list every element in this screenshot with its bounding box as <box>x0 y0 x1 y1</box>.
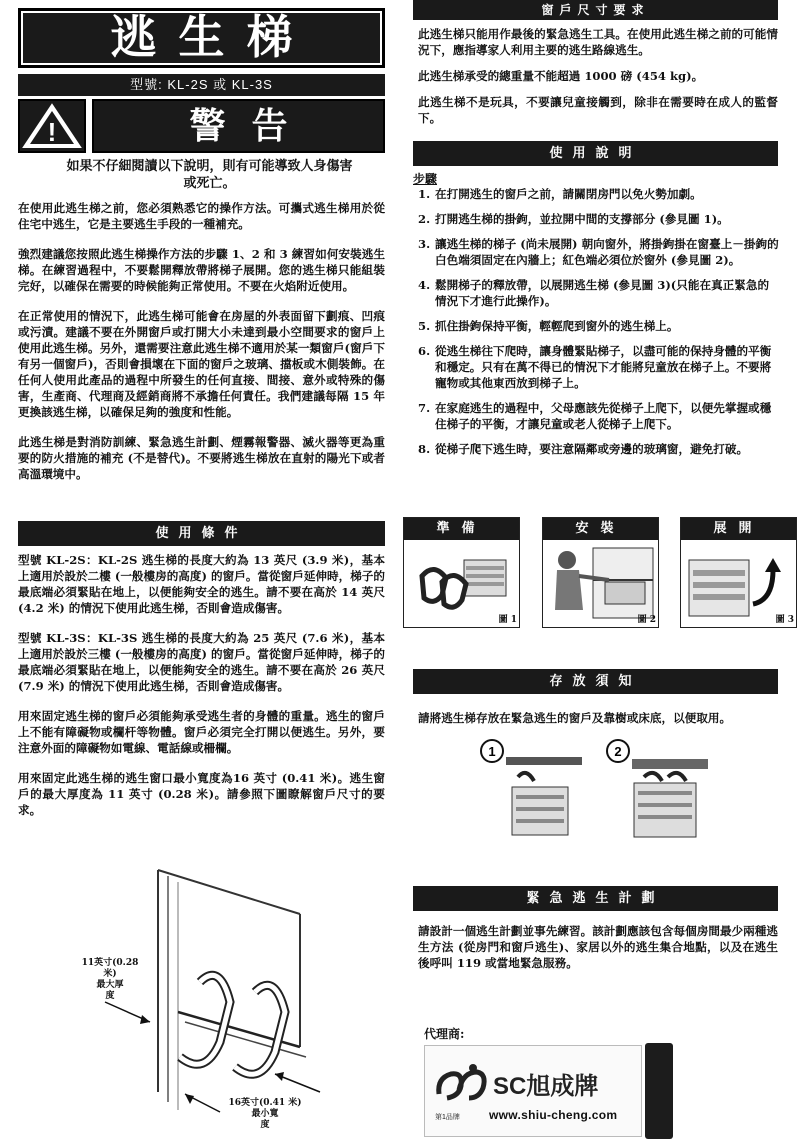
figure-panel-prepare <box>403 517 520 628</box>
window-size-paragraph-2: 此逃生梯承受的總重量不能超過 1000 磅 (454 kg)。 <box>418 69 704 83</box>
emergency-plan-text: 請設計一個逃生計劃並事先練習。該計劃應該包含每個房間最少兩種逃生方法 (從房門和窗戶逃生)、家居以外的逃生集合地點，以及在逃生後呼叫 119 或當地緊急服務。 <box>418 924 778 970</box>
instructions-heading: 使用說明 <box>549 146 642 161</box>
usage-dimension-paragraph: 用來固定此逃生梯的逃生窗口最小寬度為16 英寸 (0.41 米)。逃生窗戶的最大厚度為 11 英寸 (0.28 米)。請參照下圖瞭解窗戶尺寸的要求。 <box>18 771 385 817</box>
emergency-plan-header <box>413 886 778 911</box>
warning-icon-box <box>18 99 86 153</box>
storage-marker-1: 1 <box>488 744 496 759</box>
storage-figure-2 <box>604 737 712 843</box>
page-title: 逃生梯 <box>110 10 315 64</box>
figure-panel-install <box>542 517 659 628</box>
thickness-caption: 最大厚度 <box>96 980 124 1001</box>
intro-paragraph-3: 在正常使用的情況下，此逃生梯可能會在房屋的外表面留下劃痕、凹痕或污漬。建議不要在外開窗戶或打開大小未達到最小空間要求的窗戶上使用此逃生梯。另外，還需要注意此逃生梯不適用於某一類窗戶(窗戶下有另一個窗戶)，否則會損壞在下面的窗戶之玻璃、擋板或木側裝飾。在任何人使用此產品的過程中所發生的任何直接、間接、意外或特殊的傷害，生產商、代理商及經銷商將不承擔任何責任。我們建議每隔 15 年更換該逃生梯，以確保足夠的強度和性能。 <box>18 309 385 419</box>
dealer-logo-box <box>424 1045 642 1137</box>
step-item: 4. 鬆開梯子的釋放帶，以展開逃生梯 (參見圖 3)(只能在真正緊急的情況下才進行此操作)。 <box>418 278 770 308</box>
instructions-steps-list <box>418 186 780 466</box>
title-banner <box>18 8 385 68</box>
storage-header <box>413 669 778 694</box>
usage-conditions-section <box>18 552 385 818</box>
storage-marker-2: 2 <box>614 744 622 759</box>
figure-label-1: 圖 1 <box>498 615 517 625</box>
step-item: 8. 從梯子爬下逃生時，要注意隔鄰或旁邊的玻璃窗，避免打破。 <box>418 442 749 456</box>
figure-title-install: 安裝 <box>543 518 658 540</box>
step-item: 6. 從逃生梯往下爬時，讓身體緊貼梯子，以盡可能的保持身體的平衡和穩定。只有在萬不得已的情況下才能將兒童放在梯子上。不要將寵物或其他東西放到梯子上。 <box>418 344 772 390</box>
window-size-section <box>418 26 778 126</box>
warning-triangle-icon <box>20 101 84 151</box>
storage-under-bed-icon <box>604 737 712 843</box>
width-caption: 最小寬度 <box>251 1109 279 1130</box>
step-item: 5. 抓住掛鉤保持平衡，輕輕爬到窗外的逃生梯上。 <box>418 319 679 333</box>
dealer-brand: SC旭成牌 <box>493 1073 599 1100</box>
step-item: 3. 讓逃生梯的梯子 (尚未展開) 朝向窗外，將掛鉤掛在窗臺上－掛鉤的白色端須固定在內牆上；紅色端必須位於窗外 (參見圖 2)。 <box>418 237 779 267</box>
usage-conditions-header <box>18 521 385 546</box>
warning-banner <box>92 99 385 153</box>
figure-title-deploy: 展開 <box>681 518 796 540</box>
figure-panel-deploy <box>680 517 797 628</box>
storage-under-window-icon <box>478 737 586 843</box>
emergency-plan-heading: 緊急逃生計劃 <box>526 891 665 906</box>
figure-label-3: 圖 3 <box>775 615 794 625</box>
dealer-tagline: 第1品牌 <box>435 1114 460 1121</box>
intro-paragraph-2: 強烈建議您按照此逃生梯操作方法的步驟 1、2 和 3 練習如何安裝逃生梯。在練習過程中，不要鬆開釋放帶將梯子展開。您的逃生梯只能組裝完好，以確保在需要的時候能夠正常使用。不要在火焰附近使用。 <box>18 247 385 293</box>
step-item: 2. 打開逃生梯的掛鉤，並拉開中間的支撐部分 (參見圖 1)。 <box>418 212 729 226</box>
window-dimension-diagram <box>70 862 390 1132</box>
dealer-website: www.shiu-cheng.com <box>489 1108 618 1122</box>
step-item: 7. 在家庭逃生的過程中，父母應該先從梯子上爬下，以便先掌握或穩住梯子的平衡，才讓兒童或老人從梯子上爬下。 <box>418 401 772 431</box>
instructions-steps-label: 步驟 <box>413 172 438 186</box>
instructions-header <box>413 141 778 166</box>
thickness-value: 11英寸(0.28 米) <box>81 958 139 979</box>
intro-paragraph-1: 在使用此逃生梯之前，您必須熟悉它的操作方法。可攜式逃生梯用於從住宅中逃生，它是主要逃生手段的一種補充。 <box>18 201 385 231</box>
storage-text: 請將逃生梯存放在緊急逃生的窗戶及靠樹或床底，以便取用。 <box>418 711 732 725</box>
sc-brand-logo-icon <box>433 1058 489 1110</box>
width-value: 16英寸(0.41 米) <box>228 1098 302 1108</box>
usage-kl3s-paragraph: 型號 KL-3S：KL-3S 逃生梯的長度大約為 25 英尺 (7.6 米)，基本上適用於設於三樓 (一般樓房的高度) 的窗戶。當從窗戶延伸時，梯子的最底端必須緊貼在地上，以便能夠安全的逃生。請不要在高於 26 英尺 (7.9 米) 的情況下使用此逃生梯，否則會造成傷害。 <box>18 631 385 693</box>
usage-window-paragraph: 用來固定逃生梯的窗戶必須能夠承受逃生者的身體的重量。逃生的窗戶上不能有障礙物或欄杆等物體。窗戶必須完全打開以便逃生。另外，要注意外面的障礙物如電線、電話線或柵欄。 <box>18 709 385 755</box>
warning-exclamation: ! <box>47 117 57 147</box>
intro-lead: 如果不仔細閱讀以下說明，則有可能導致人身傷害或死亡。 <box>66 159 353 191</box>
intro-section <box>18 200 385 482</box>
window-size-heading: 窗戶尺寸要求 <box>541 3 650 17</box>
storage-figure-1 <box>478 737 586 843</box>
warning-label: 警告 <box>189 105 314 147</box>
model-number: 型號: KL-2S 或 KL-3S <box>130 77 273 92</box>
redaction-bar <box>645 1043 673 1139</box>
storage-heading: 存放須知 <box>549 674 642 689</box>
thickness-label <box>74 958 146 1002</box>
model-bar <box>18 74 385 96</box>
usage-kl2s-paragraph: 型號 KL-2S：KL-2S 逃生梯的長度大約為 13 英尺 (3.9 米)，基本上適用於設於二樓 (一般樓房的高度) 的窗戶。當從窗戶延伸時，梯子的最底端必須緊貼在地上，以便能夠安全的逃生。請不要在高於 14 英尺 (4.2 米) 的情況下使用此逃生梯，否則會造成傷害。 <box>18 553 385 615</box>
width-label <box>220 1098 310 1131</box>
window-size-header <box>413 0 778 20</box>
figure-title-prepare: 準備 <box>404 518 519 540</box>
intro-paragraph-4: 此逃生梯是對消防訓練、緊急逃生計劃、煙霧報警器、滅火器等更為重要的防火措施的補充 (不是替代)。不要將逃生梯放在直射的陽光下或者高溫環境中。 <box>18 435 385 481</box>
step-item: 1. 在打開逃生的窗戶之前，請關閉房門以免火勢加劇。 <box>418 187 702 201</box>
dealer-label: 代理商: <box>424 1027 465 1041</box>
window-size-paragraph-3: 此逃生梯不是玩具，不要讓兒童接觸到，除非在需要時在成人的監督下。 <box>418 95 778 125</box>
figure-label-2: 圖 2 <box>637 615 656 625</box>
window-size-paragraph-1: 此逃生梯只能用作最後的緊急逃生工具。在使用此逃生梯之前的可能情況下，應指導家人利用主要的逃生路線逃生。 <box>418 27 778 57</box>
usage-conditions-heading: 使用條件 <box>155 526 248 541</box>
